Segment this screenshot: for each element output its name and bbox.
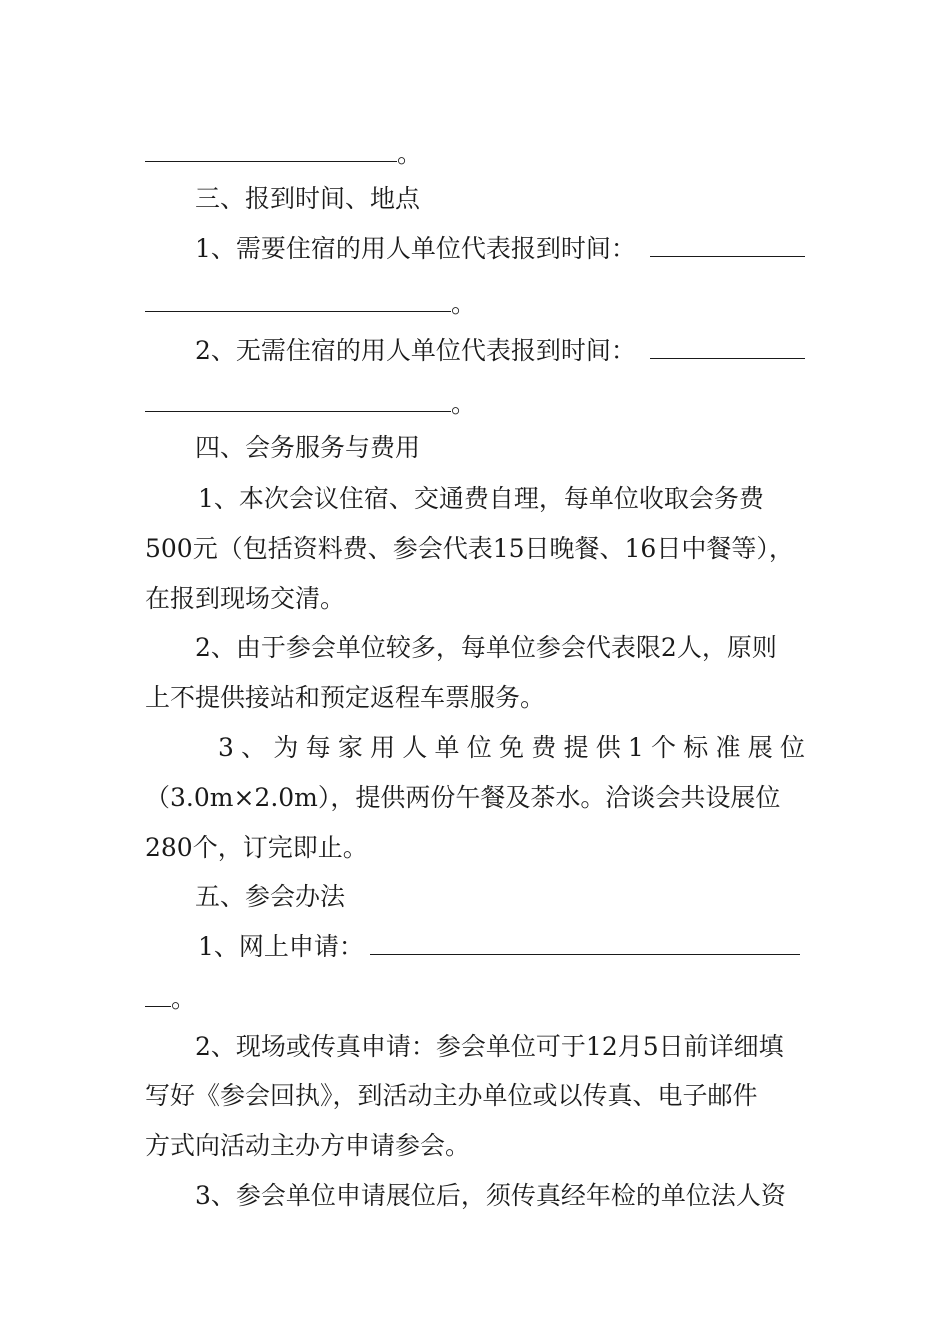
section-5-title: 五、参会办法 [195,882,346,911]
section-4-item-1-line-3: 在报到现场交清。 [145,584,346,613]
section-5-item-1: 1、网上申请： [198,931,828,963]
section-4-title: 四、会务服务与费用 [195,433,421,462]
section-4-item-1-line-2: 500元（包括资料费、参会代表15日晚餐、16日中餐等）， [145,534,794,563]
section-3-item-1-cont: 。 [145,288,825,320]
section-3-item-2: 2、无需住宿的用人单位代表报到时间： [195,335,825,367]
section-3-title: 三、报到时间、地点 [195,184,421,213]
section-3-item-1: 1、需要住宿的用人单位代表报到时间： [195,233,825,265]
fill-blank [145,391,451,412]
fill-blank [650,236,805,257]
fill-blank [145,986,171,1007]
section-5-item-3-line-1: 3、参会单位申请展位后，须传真经年检的单位法人资 [195,1181,786,1210]
section-3-item-2-cont: 。 [145,388,825,420]
blank-line: 。 [145,138,825,170]
section-5-item-2-line-1: 2、现场或传真申请：参会单位可于12月5日前详细填 [195,1032,784,1061]
section-4-item-2-line-2: 上不提供接站和预定返程车票服务。 [145,683,546,712]
section-4-item-1-line-1: 1、本次会议住宿、交通费自理，每单位收取会务费 [198,484,764,513]
section-4-item-2-line-1: 2、由于参会单位较多，每单位参会代表限2人，原则 [195,633,777,662]
section-5-item-2-line-3: 方式向活动主办方申请参会。 [145,1131,471,1160]
fill-blank [370,934,800,955]
section-5-item-2-line-2: 写好《参会回执》，到活动主办单位或以传真、电子邮件 [145,1081,758,1110]
section-5-item-1-cont: 。 [145,983,825,1015]
fill-blank [145,291,451,312]
section-4-item-3-line-3: 280个，订完即止。 [145,833,368,862]
section-4-item-3-line-2: （3.0m×2.0m），提供两份午餐及茶水。洽谈会共设展位 [145,783,781,812]
fill-blank [650,338,805,359]
section-4-item-3-line-1: 3、为每家用人单位免费提供1个标准展位 [218,733,805,762]
fill-blank [145,141,397,162]
